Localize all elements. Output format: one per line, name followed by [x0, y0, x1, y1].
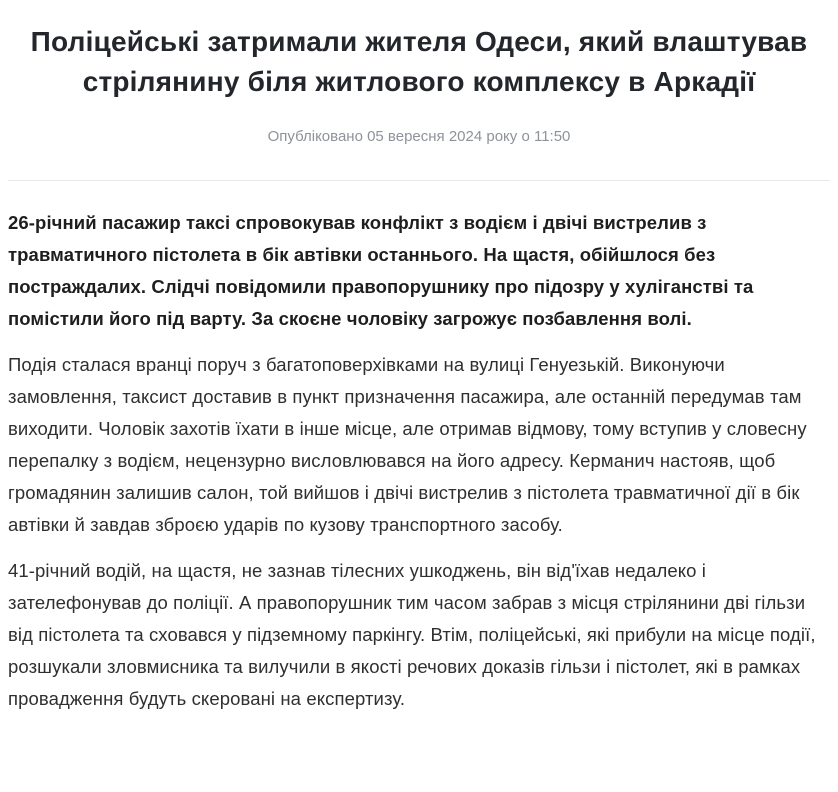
- body-paragraph: 41-річний водій, на щастя, не зазнав тілесних ушкоджень, він від'їхав недалеко і зателефонував до поліції. А правопорушник тим часом забрав з місця стрілянини дві гільзи від пістолета та сховався у підземному паркінгу. Втім, поліцейські, які прибули на місце події, розшукали зловмисника та вилучили в якості речових доказів гільзи і пістолет, які в рамках провадження будуть скеровані на експертизу.: [8, 560, 816, 709]
- divider: [8, 180, 830, 181]
- lead-paragraph: 26-річний пасажир таксі спровокував конфлікт з водієм і двічі вистрелив з травматичного пістолета в бік автівки останнього. На щастя, обійшлося без постраждалих. Слідчі повідомили правопорушнику про підозру у хуліганстві та помістили його під варту. За скоєне чоловіку загрожує позбавлення волі.: [8, 212, 754, 329]
- body-paragraph: Подія сталася вранці поруч з багатоповерхівками на вулиці Генуезькій. Виконуючи замовлення, таксист доставив в пункт призначення пасажира, але останній передумав там виходити. Чоловік захотів їхати в інше місце, але отримав відмову, тому вступив у словесну перепалку з водієм, нецензурно висловлювався на його адресу. Керманич настояв, щоб громадянин залишив салон, той вийшов і двічі вистрелив з пістолета травматичної дії в бік автівки й завдав зброєю ударів по кузову транспортного засобу.: [8, 354, 807, 535]
- article-body: [0, 207, 838, 715]
- publish-date: Опубліковано 05 вересня 2024 року о 11:50: [267, 128, 571, 145]
- article-title: Поліцейські затримали жителя Одеси, який влаштував стрілянину біля житлового комплексу в Аркадії: [30, 26, 808, 97]
- news-article: [0, 22, 838, 715]
